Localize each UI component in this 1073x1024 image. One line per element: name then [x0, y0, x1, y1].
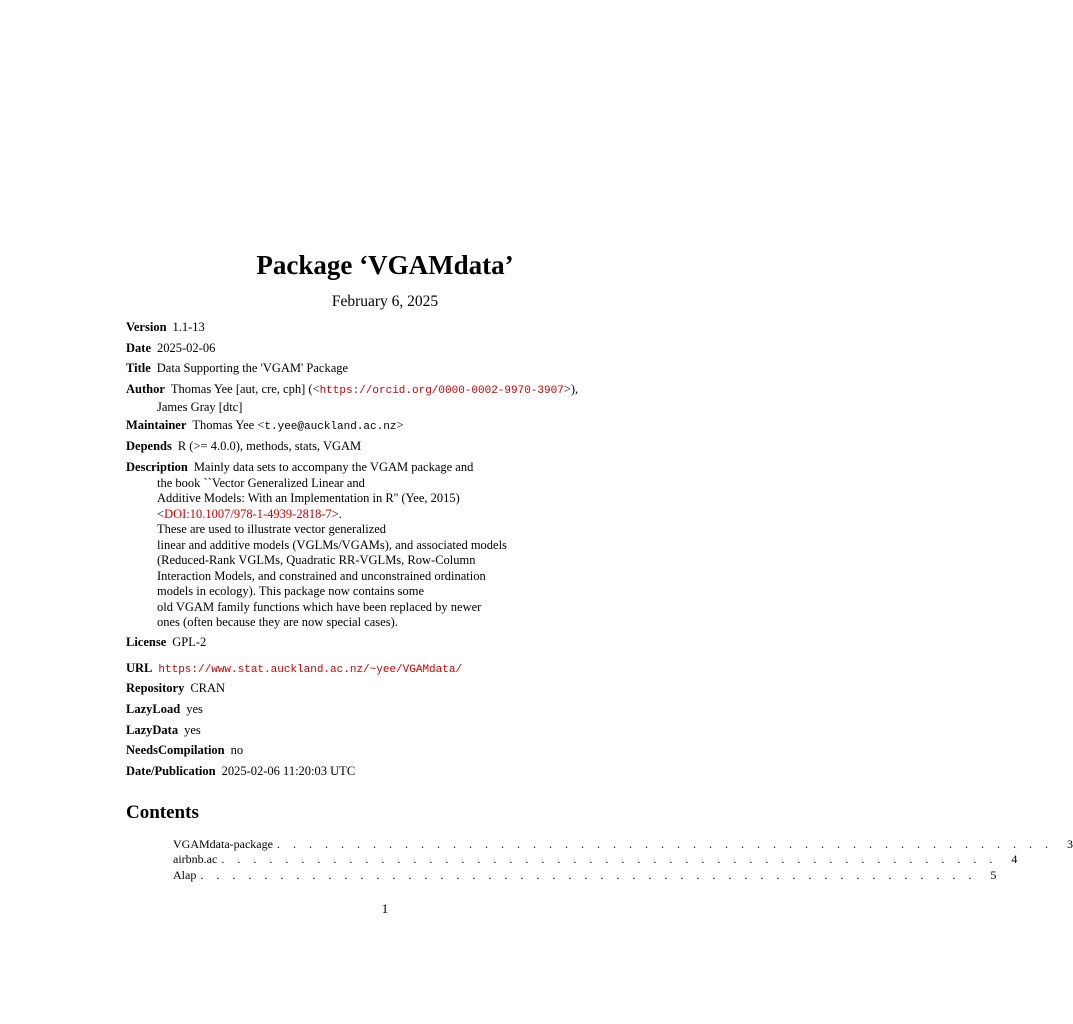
- description-line: Additive Models: With an Implementation in R'' (Yee, 2015): [157, 491, 460, 505]
- field-version: [126, 320, 646, 336]
- author-suffix: >),: [563, 382, 579, 396]
- toc-entry-name[interactable]: Alap: [173, 868, 197, 882]
- field-key: Author: [126, 382, 165, 396]
- author-prefix: Thomas Yee [aut, cre, cph] (<: [170, 382, 320, 396]
- toc-entry-name[interactable]: VGAMdata-package: [173, 837, 273, 851]
- field-value: 1.1-13: [172, 320, 205, 334]
- field-url: [126, 661, 646, 679]
- toc-entry-page: 4: [1011, 852, 1018, 866]
- description-line: linear and additive models (VGLMs/VGAMs), and associated models: [157, 537, 507, 552]
- toc-entry[interactable]: [173, 852, 1018, 868]
- toc-leader-dots: . . . . . . . . . . . . . . . . . . . . . . . . . . . . . . . . . . . . . . . . . . . . . . . . .: [200, 868, 977, 882]
- toc-entry[interactable]: [173, 868, 997, 884]
- field-key: Repository: [126, 681, 185, 695]
- field-value: CRAN: [190, 681, 226, 695]
- field-value: yes: [184, 723, 201, 737]
- description-line: These are used to illustrate vector generalized: [157, 522, 387, 536]
- field-repository: [126, 681, 646, 697]
- field-key: Depends: [126, 439, 172, 453]
- field-lazydata: [126, 723, 646, 739]
- field-key: Description: [126, 460, 188, 474]
- field-value: 2025-02-06 11:20:03 UTC: [221, 764, 356, 778]
- doi-suffix: >.: [331, 506, 342, 521]
- package-date: February 6, 2025: [331, 293, 439, 310]
- field-value: no: [230, 743, 244, 757]
- field-key: URL: [126, 661, 153, 675]
- field-needscompilation: [126, 743, 646, 759]
- contents-heading: Contents: [126, 802, 199, 823]
- author-line2: James Gray [dtc]: [157, 399, 243, 414]
- field-depends: [126, 439, 646, 455]
- field-value: GPL-2: [172, 635, 207, 649]
- maintainer-suffix: >: [396, 418, 404, 432]
- description-line: the book ``Vector Generalized Linear and: [157, 475, 365, 490]
- field-value: yes: [186, 702, 203, 716]
- field-value: 2025-02-06: [157, 341, 216, 355]
- description-line: ones (often because they are now special cases).: [157, 615, 398, 629]
- field-date: [126, 341, 646, 357]
- field-key: Maintainer: [126, 418, 187, 432]
- orcid-link[interactable]: https://orcid.org/0000-0002-9970-3907: [319, 385, 564, 397]
- doi-prefix: <: [157, 506, 165, 521]
- field-license: [126, 635, 646, 651]
- field-value: R (>= 4.0.0), methods, stats, VGAM: [177, 439, 362, 453]
- field-key: Date: [126, 341, 151, 355]
- toc-entry-page: 5: [990, 868, 997, 882]
- description-line: Mainly data sets to accompany the VGAM package and: [193, 460, 474, 474]
- description-doi-line: [126, 507, 646, 523]
- toc-entry[interactable]: [173, 837, 1073, 853]
- field-key: License: [126, 635, 167, 649]
- field-value: Data Supporting the 'VGAM' Package: [156, 361, 349, 375]
- maintainer-email: t.yee@auckland.ac.nz: [264, 421, 397, 433]
- maintainer-prefix: Thomas Yee <: [192, 418, 265, 432]
- description-line: (Reduced-Rank VGLMs, Quadratic RR-VGLMs, Row-Column: [157, 553, 476, 567]
- toc-leader-dots: . . . . . . . . . . . . . . . . . . . . . . . . . . . . . . . . . . . . . . . . . . . . . . . . .: [276, 837, 1053, 851]
- field-publication: [126, 764, 646, 780]
- page-number: 1: [381, 901, 389, 916]
- toc-entry-page: 3: [1066, 837, 1073, 851]
- doi-link[interactable]: DOI:10.1007/978-1-4939-2818-7: [164, 506, 332, 521]
- field-key: LazyData: [126, 723, 179, 737]
- field-description: [126, 460, 646, 631]
- field-key: Title: [126, 361, 151, 375]
- field-key: LazyLoad: [126, 702, 181, 716]
- field-key: Date/Publication: [126, 764, 216, 778]
- toc-leader-dots: . . . . . . . . . . . . . . . . . . . . . . . . . . . . . . . . . . . . . . . . . . . . . . . . .: [221, 852, 998, 866]
- field-author: [126, 382, 646, 415]
- description-line: old VGAM family functions which have been replaced by newer: [157, 599, 482, 614]
- field-key: NeedsCompilation: [126, 743, 225, 757]
- field-title: [126, 361, 646, 377]
- package-title: Package ‘VGAMdata’: [256, 250, 514, 280]
- url-link[interactable]: https://www.stat.auckland.ac.nz/~yee/VGAMdata/: [158, 664, 463, 676]
- field-lazyload: [126, 702, 646, 718]
- description-line: models in ecology). This package now contains some: [157, 584, 425, 598]
- field-key: Version: [126, 320, 167, 334]
- field-maintainer: [126, 418, 646, 436]
- toc-entry-name[interactable]: airbnb.ac: [173, 852, 218, 866]
- description-line: Interaction Models, and constrained and unconstrained ordination: [157, 568, 486, 583]
